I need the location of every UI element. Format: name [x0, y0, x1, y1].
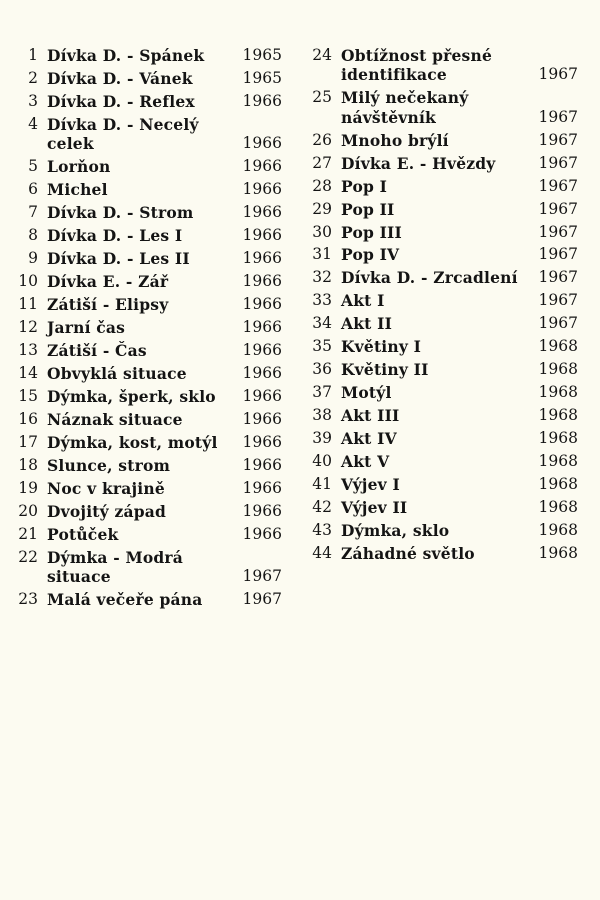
entry-number: 32	[312, 268, 332, 287]
entry-number: 18	[18, 456, 38, 475]
entry-title: Mnoho brýlí	[341, 130, 449, 150]
list-item	[306, 383, 578, 402]
entry-title: Akt I	[341, 291, 385, 311]
list-item	[12, 479, 282, 498]
entry-year: 1967	[538, 314, 578, 333]
list-item	[12, 410, 282, 429]
entry-number: 37	[312, 383, 332, 402]
entry-year: 1967	[538, 176, 578, 195]
list-item	[306, 223, 578, 242]
entry-number: 3	[28, 91, 38, 110]
entry-number: 31	[312, 245, 332, 264]
list-item	[306, 314, 578, 333]
entry-number: 2	[28, 68, 38, 87]
entry-year: 1966	[242, 318, 282, 337]
entry-number: 34	[312, 314, 332, 333]
entry-title: Dýmka - Modrá situace	[47, 547, 183, 587]
list-item	[12, 456, 282, 475]
entry-title: Noc v krajině	[47, 479, 165, 499]
list-item	[12, 180, 282, 199]
entry-title: Dívka D. - Les II	[47, 249, 190, 269]
entry-year: 1967	[242, 567, 282, 586]
entry-number: 41	[312, 475, 332, 494]
list-item	[12, 295, 282, 314]
entry-title: Dýmka, sklo	[341, 521, 450, 541]
entry-year: 1966	[242, 203, 282, 222]
entry-year: 1966	[242, 226, 282, 245]
entry-number: 5	[28, 157, 38, 176]
entry-year: 1967	[538, 65, 578, 84]
entry-title: Akt V	[341, 452, 390, 472]
entry-number: 16	[18, 410, 38, 429]
list-item	[12, 318, 282, 337]
entry-year: 1966	[242, 364, 282, 383]
entry-year: 1965	[242, 68, 282, 87]
entry-number: 40	[312, 452, 332, 471]
entry-title: Dívka E. - Zář	[47, 272, 169, 292]
entry-number: 12	[18, 318, 38, 337]
entry-year: 1966	[242, 295, 282, 314]
entry-number: 6	[28, 180, 38, 199]
entry-number: 13	[18, 341, 38, 360]
entry-title: Náznak situace	[47, 410, 183, 430]
list-item	[306, 88, 578, 127]
list-item	[306, 245, 578, 264]
entry-number: 24	[312, 46, 332, 64]
list-item	[306, 360, 578, 379]
entry-title: Pop I	[341, 176, 388, 196]
entry-number: 23	[18, 590, 38, 609]
entry-title: Dívka D. - Les I	[47, 226, 183, 246]
list-item	[306, 268, 578, 287]
entry-number: 15	[18, 387, 38, 406]
entry-year: 1966	[242, 502, 282, 520]
entry-year: 1966	[242, 479, 282, 498]
entry-title: Malá večeře pána	[47, 590, 203, 610]
entry-year: 1968	[538, 360, 578, 379]
entry-number: 42	[312, 498, 332, 517]
entry-title: Dívka E. - Hvězdy	[341, 153, 496, 173]
entry-title: Výjev II	[341, 498, 408, 518]
entry-number: 28	[312, 176, 332, 195]
entry-year: 1968	[538, 452, 578, 471]
entry-title: Obtížnost přesné identifikace	[341, 46, 493, 85]
entry-number: 4	[28, 114, 38, 133]
list-item	[306, 429, 578, 448]
entry-title: Záhadné světlo	[341, 544, 475, 564]
entry-title: Květiny I	[341, 337, 422, 357]
list-item	[12, 364, 282, 383]
list-item	[306, 498, 578, 517]
entry-title: Lorňon	[47, 157, 111, 177]
entry-title: Jarní čas	[47, 318, 126, 338]
entry-title: Dívka D. - Strom	[47, 203, 194, 223]
entry-number: 21	[18, 524, 38, 543]
entry-number: 43	[312, 521, 332, 540]
entry-title: Pop III	[341, 222, 402, 242]
entry-year: 1968	[538, 521, 578, 540]
entry-year: 1966	[242, 134, 282, 153]
entry-number: 33	[312, 291, 332, 310]
entry-year: 1966	[242, 433, 282, 452]
list-item	[12, 272, 282, 291]
entry-year: 1967	[538, 268, 578, 287]
works-list-right	[306, 46, 578, 567]
list-item	[12, 46, 282, 65]
entry-year: 1966	[242, 524, 282, 543]
entry-number: 11	[18, 295, 38, 314]
entry-year: 1967	[242, 590, 282, 609]
list-item	[12, 249, 282, 268]
entry-year: 1968	[538, 544, 578, 563]
entry-title: Dívka D. - Reflex	[47, 91, 195, 111]
list-item	[12, 548, 282, 587]
entry-year: 1968	[538, 475, 578, 494]
list-item	[12, 92, 282, 111]
entry-number: 35	[312, 337, 332, 356]
works-list-left	[12, 46, 282, 613]
entry-year: 1966	[242, 249, 282, 268]
entry-title: Zátiší - Čas	[47, 341, 147, 361]
list-item	[306, 291, 578, 310]
entry-number: 25	[312, 88, 332, 107]
list-item	[12, 203, 282, 222]
list-item	[12, 115, 282, 154]
list-item	[12, 69, 282, 88]
list-item	[12, 433, 282, 452]
entry-number: 44	[312, 544, 332, 563]
list-item	[306, 521, 578, 540]
entry-title: Pop IV	[341, 245, 400, 265]
list-item	[12, 525, 282, 544]
list-item	[306, 177, 578, 196]
entry-year: 1968	[538, 406, 578, 425]
entry-title: Dýmka, šperk, sklo	[47, 387, 216, 407]
list-item	[12, 157, 282, 176]
entry-number: 17	[18, 433, 38, 452]
list-item	[12, 341, 282, 360]
entry-title: Výjev I	[341, 475, 400, 495]
entry-title: Akt III	[341, 406, 400, 426]
entry-year: 1966	[242, 272, 282, 291]
entry-title: Dívka D. - Spánek	[47, 46, 205, 65]
list-item	[306, 452, 578, 471]
entry-number: 8	[28, 226, 38, 245]
entry-year: 1966	[242, 410, 282, 429]
entry-year: 1967	[538, 245, 578, 264]
entry-number: 10	[18, 272, 38, 291]
entry-title: Milý nečekaný návštěvník	[341, 88, 469, 127]
entry-number: 39	[312, 429, 332, 448]
entry-title: Slunce, strom	[47, 456, 171, 476]
entry-number: 36	[312, 360, 332, 379]
entry-title: Dívka D. - Zrcadlení	[341, 268, 518, 288]
list-item	[306, 154, 578, 173]
entry-title: Pop II	[341, 199, 395, 219]
entry-year: 1967	[538, 199, 578, 218]
entry-number: 38	[312, 406, 332, 425]
list-item	[306, 406, 578, 425]
entry-title: Dívka D. - Necelý celek	[47, 114, 199, 154]
entry-title: Dívka D. - Vánek	[47, 68, 193, 88]
entry-title: Motýl	[341, 383, 392, 403]
entry-title: Dvojitý západ	[47, 502, 167, 521]
entry-year: 1968	[538, 337, 578, 356]
entry-title: Květiny II	[341, 360, 429, 380]
entry-number: 20	[18, 502, 38, 520]
list-item	[306, 200, 578, 219]
entry-year: 1965	[242, 46, 282, 64]
entry-year: 1966	[242, 157, 282, 176]
list-item	[306, 544, 578, 563]
entry-year: 1966	[242, 456, 282, 475]
entry-number: 29	[312, 199, 332, 218]
entry-number: 7	[28, 203, 38, 222]
entry-year: 1968	[538, 383, 578, 402]
entry-year: 1967	[538, 222, 578, 241]
entry-title: Potůček	[47, 524, 119, 544]
list-item	[306, 475, 578, 494]
list-item	[12, 502, 282, 521]
entry-year: 1966	[242, 91, 282, 110]
entry-title: Akt II	[341, 314, 393, 334]
entry-title: Zátiší - Elipsy	[47, 295, 169, 315]
entry-year: 1967	[538, 291, 578, 310]
entry-number: 19	[18, 479, 38, 498]
list-item	[12, 387, 282, 406]
entry-year: 1966	[242, 387, 282, 406]
entry-number: 27	[312, 153, 332, 172]
entry-year: 1966	[242, 341, 282, 360]
entry-number: 1	[28, 46, 38, 64]
entry-year: 1967	[538, 107, 578, 126]
list-item	[306, 131, 578, 150]
entry-year: 1968	[538, 429, 578, 448]
entry-number: 26	[312, 130, 332, 149]
list-item	[12, 226, 282, 245]
entry-title: Michel	[47, 180, 108, 200]
list-item	[12, 590, 282, 609]
entry-title: Akt IV	[341, 429, 397, 449]
entry-year: 1966	[242, 180, 282, 199]
entry-title: Dýmka, kost, motýl	[47, 433, 218, 453]
entry-title: Obvyklá situace	[47, 364, 187, 384]
entry-number: 9	[28, 249, 38, 268]
entry-year: 1968	[538, 498, 578, 517]
entry-number: 22	[18, 547, 38, 566]
entry-number: 14	[18, 364, 38, 383]
entry-number: 30	[312, 222, 332, 241]
list-item	[306, 46, 578, 85]
entry-year: 1967	[538, 130, 578, 149]
entry-year: 1967	[538, 153, 578, 172]
list-item	[306, 337, 578, 356]
